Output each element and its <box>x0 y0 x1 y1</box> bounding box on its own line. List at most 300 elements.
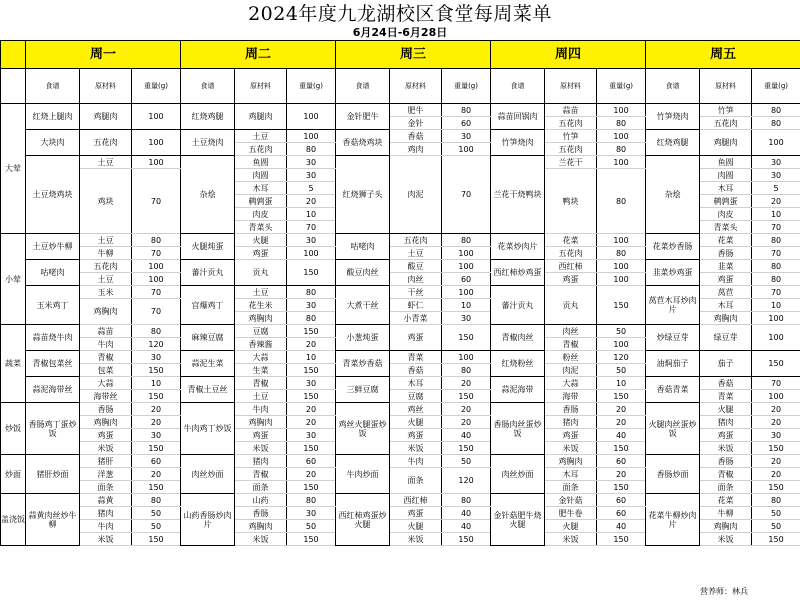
ingredient-weight: 100 <box>287 130 336 143</box>
ingredient-weight: 100 <box>752 312 800 325</box>
ingredient-weight: 30 <box>752 169 800 182</box>
ingredient-name: 鸡块 <box>80 169 132 234</box>
ingredient-weight: 80 <box>752 273 800 286</box>
ingredient-weight: 80 <box>752 234 800 247</box>
dish-name: 土豆烧鸡块 <box>26 156 80 234</box>
ingredient-name: 香肠 <box>700 247 752 260</box>
ingredient-weight: 30 <box>287 299 336 312</box>
ingredient-name: 牛肉 <box>390 455 442 468</box>
ingredient-name: 五花肉 <box>390 234 442 247</box>
menu-row <box>1 455 800 468</box>
ingredient-weight: 80 <box>597 247 646 260</box>
ingredient-name: 鸡胸肉 <box>700 312 752 325</box>
ingredient-weight: 100 <box>597 156 646 169</box>
ingredient-weight: 30 <box>287 169 336 182</box>
dish-name: 肉丝炒面 <box>491 455 545 494</box>
dish-name: 红烧鸡腿 <box>646 130 700 156</box>
menu-table-body <box>1 41 800 546</box>
ingredient-name: 贡丸 <box>235 260 287 286</box>
ingredient-name: 米饭 <box>235 533 287 546</box>
ingredient-weight: 50 <box>752 507 800 520</box>
ingredient-weight: 20 <box>287 416 336 429</box>
ingredient-weight: 80 <box>597 169 646 234</box>
dish-name: 西红柿炒鸡蛋 <box>491 260 545 286</box>
ingredient-name: 花生米 <box>235 299 287 312</box>
ingredient-name: 鱼圆 <box>700 156 752 169</box>
column-header-ingredient: 原材料 <box>80 69 132 104</box>
dish-name: 牛肉炒面 <box>336 455 390 494</box>
day-header: 周四 <box>491 41 646 69</box>
ingredient-weight: 20 <box>597 416 646 429</box>
ingredient-weight: 50 <box>597 364 646 377</box>
ingredient-name: 牛肉 <box>235 403 287 416</box>
column-header-weight: 重量(g) <box>442 69 491 104</box>
dish-name: 土豆烧肉 <box>181 130 235 156</box>
ingredient-name: 米饭 <box>80 442 132 455</box>
dish-name: 酸豆肉丝 <box>336 260 390 286</box>
column-header-dish: 食谱 <box>26 69 80 104</box>
dish-name: 大块肉 <box>26 130 80 156</box>
dish-name: 蕃汁贡丸 <box>181 260 235 286</box>
ingredient-name: 鹌鹑蛋 <box>700 195 752 208</box>
ingredient-name: 香肠 <box>545 403 597 416</box>
ingredient-weight: 100 <box>442 260 491 273</box>
ingredient-weight: 70 <box>752 377 800 390</box>
ingredient-name: 花菜 <box>700 234 752 247</box>
ingredient-weight: 80 <box>442 494 491 507</box>
ingredient-name: 青椒 <box>545 338 597 351</box>
dish-name: 青菜炒香菇 <box>336 351 390 377</box>
ingredient-weight: 150 <box>597 390 646 403</box>
ingredient-name: 花菜 <box>545 234 597 247</box>
day-header: 周三 <box>336 41 491 69</box>
column-header-weight: 重量(g) <box>597 69 646 104</box>
ingredient-name: 土豆 <box>235 390 287 403</box>
ingredient-weight: 10 <box>752 208 800 221</box>
dish-name: 花菜炒香肠 <box>646 234 700 260</box>
ingredient-name: 粉丝 <box>545 351 597 364</box>
ingredient-weight: 20 <box>752 455 800 468</box>
ingredient-name: 猪肉 <box>545 416 597 429</box>
ingredient-name: 火腿 <box>390 520 442 533</box>
ingredient-weight: 60 <box>287 455 336 468</box>
ingredient-name: 鹌鹑蛋 <box>235 195 287 208</box>
ingredient-weight: 20 <box>442 416 491 429</box>
ingredient-name: 鸡胸肉 <box>545 455 597 468</box>
ingredient-name: 青椒 <box>235 468 287 481</box>
ingredient-weight: 30 <box>287 156 336 169</box>
ingredient-name: 木耳 <box>700 182 752 195</box>
ingredient-weight: 150 <box>132 533 181 546</box>
dish-name: 牛肉鸡丁炒饭 <box>181 403 235 455</box>
ingredient-weight: 30 <box>287 234 336 247</box>
dish-name: 香肠鸡丁蛋炒饭 <box>26 403 80 455</box>
ingredient-name: 小青菜 <box>390 312 442 325</box>
ingredient-weight: 70 <box>752 221 800 234</box>
ingredient-weight: 60 <box>597 507 646 520</box>
ingredient-name: 米饭 <box>390 442 442 455</box>
column-header-ingredient: 原材料 <box>390 69 442 104</box>
ingredient-name: 五花肉 <box>80 260 132 273</box>
category-label: 盖浇饭 <box>1 494 26 546</box>
ingredient-name: 鸡蛋 <box>700 429 752 442</box>
ingredient-name: 鸡胸肉 <box>700 520 752 533</box>
category-label: 大荤 <box>1 104 26 234</box>
ingredient-weight: 10 <box>132 377 181 390</box>
dish-name: 香菇青菜 <box>646 377 700 403</box>
menu-table <box>0 40 800 546</box>
ingredient-name: 猪肉 <box>700 416 752 429</box>
ingredient-weight: 150 <box>442 442 491 455</box>
ingredient-weight: 100 <box>597 338 646 351</box>
ingredient-weight: 5 <box>287 182 336 195</box>
ingredient-weight: 150 <box>752 533 800 546</box>
ingredient-name: 大蒜 <box>545 377 597 390</box>
dish-name: 玉米鸡丁 <box>26 286 80 325</box>
dish-name: 蒜泥生菜 <box>181 351 235 377</box>
ingredient-weight: 70 <box>132 169 181 234</box>
dish-name: 咕咾肉 <box>26 260 80 286</box>
ingredient-weight: 30 <box>752 156 800 169</box>
ingredient-name: 鸡腿肉 <box>80 104 132 130</box>
dish-name: 鸡丝火腿蛋炒饭 <box>336 403 390 455</box>
ingredient-name: 青椒 <box>235 377 287 390</box>
ingredient-weight: 100 <box>132 273 181 286</box>
ingredient-name: 土豆 <box>235 286 287 299</box>
column-header-row <box>1 69 800 104</box>
ingredient-name: 玉米 <box>80 286 132 299</box>
ingredient-weight: 150 <box>597 481 646 494</box>
ingredient-weight: 100 <box>597 273 646 286</box>
ingredient-weight: 10 <box>752 299 800 312</box>
ingredient-weight: 150 <box>597 442 646 455</box>
date-range: 6月24日-6月28日 <box>352 26 448 39</box>
ingredient-weight: 80 <box>597 117 646 130</box>
dish-name: 肉丝炒面 <box>181 455 235 494</box>
ingredient-name: 肉皮 <box>235 208 287 221</box>
ingredient-name: 大蒜 <box>235 351 287 364</box>
ingredient-weight: 70 <box>132 299 181 325</box>
ingredient-name: 包菜 <box>80 364 132 377</box>
ingredient-weight: 20 <box>287 195 336 208</box>
ingredient-name: 鸡蛋 <box>390 507 442 520</box>
ingredient-name: 土豆 <box>80 273 132 286</box>
ingredient-weight: 30 <box>287 507 336 520</box>
ingredient-weight: 20 <box>597 468 646 481</box>
ingredient-name: 五花肉 <box>700 117 752 130</box>
dish-name: 火腿炖蛋 <box>181 234 235 260</box>
ingredient-name: 干丝 <box>390 286 442 299</box>
column-header-ingredient: 原材料 <box>700 69 752 104</box>
dish-name: 花菜牛柳炒肉片 <box>646 494 700 546</box>
ingredient-name: 肉皮 <box>700 208 752 221</box>
ingredient-weight: 150 <box>287 481 336 494</box>
ingredient-name: 火腿 <box>700 403 752 416</box>
ingredient-weight: 40 <box>442 429 491 442</box>
ingredient-name: 土豆 <box>235 130 287 143</box>
ingredient-name: 山药 <box>235 494 287 507</box>
ingredient-name: 面条 <box>80 481 132 494</box>
ingredient-name: 面条 <box>390 468 442 494</box>
ingredient-weight: 100 <box>752 130 800 156</box>
ingredient-name: 木耳 <box>235 182 287 195</box>
ingredient-name: 虾仁 <box>390 299 442 312</box>
dish-name: 红烧狮子头 <box>336 156 390 234</box>
ingredient-weight: 150 <box>597 533 646 546</box>
menu-row <box>1 130 800 143</box>
ingredient-name: 兰花干 <box>545 156 597 169</box>
category-label: 炒面 <box>1 455 26 494</box>
ingredient-weight: 150 <box>287 390 336 403</box>
ingredient-weight: 60 <box>597 494 646 507</box>
ingredient-name: 西红柿 <box>390 494 442 507</box>
ingredient-name: 米饭 <box>390 533 442 546</box>
menu-row <box>1 351 800 364</box>
ingredient-weight: 60 <box>597 455 646 468</box>
ingredient-name: 豆腐 <box>390 390 442 403</box>
column-header-ingredient: 原材料 <box>235 69 287 104</box>
dish-name: 青椒肉丝 <box>491 325 545 351</box>
ingredient-name: 香肠 <box>235 507 287 520</box>
ingredient-weight: 150 <box>752 351 800 377</box>
ingredient-name: 五花肉 <box>545 143 597 156</box>
day-header: 周二 <box>181 41 336 69</box>
ingredient-name: 鸡胸肉 <box>80 416 132 429</box>
ingredient-name: 青椒 <box>700 468 752 481</box>
column-header-dish: 食谱 <box>646 69 700 104</box>
ingredient-name: 绿豆芽 <box>700 325 752 351</box>
ingredient-weight: 100 <box>132 156 181 169</box>
dish-name: 大煮干丝 <box>336 286 390 325</box>
ingredient-weight: 20 <box>132 416 181 429</box>
ingredient-name: 五花肉 <box>235 143 287 156</box>
ingredient-name: 鸡蛋 <box>700 273 752 286</box>
ingredient-weight: 10 <box>287 208 336 221</box>
ingredient-weight: 40 <box>597 429 646 442</box>
ingredient-name: 木耳 <box>700 299 752 312</box>
ingredient-name: 竹笋 <box>700 104 752 117</box>
ingredient-name: 青菜头 <box>700 221 752 234</box>
dish-name: 土豆炒牛柳 <box>26 234 80 260</box>
ingredient-weight: 150 <box>287 325 336 338</box>
dish-name: 蒜苗烧牛肉 <box>26 325 80 351</box>
ingredient-weight: 100 <box>442 286 491 299</box>
ingredient-weight: 150 <box>287 533 336 546</box>
ingredient-name: 鸡腿肉 <box>235 104 287 130</box>
ingredient-weight: 150 <box>442 325 491 351</box>
dish-name: 小葱炖蛋 <box>336 325 390 351</box>
ingredient-name: 牛肉 <box>80 338 132 351</box>
menu-row <box>1 325 800 338</box>
ingredient-weight: 150 <box>132 442 181 455</box>
ingredient-name: 鸡蛋 <box>390 429 442 442</box>
ingredient-weight: 40 <box>442 520 491 533</box>
dish-name: 蒜泥海带丝 <box>26 377 80 403</box>
ingredient-weight: 60 <box>442 273 491 286</box>
ingredient-weight: 80 <box>442 234 491 247</box>
category-label: 炒饭 <box>1 403 26 455</box>
ingredient-weight: 150 <box>287 364 336 377</box>
ingredient-weight: 50 <box>132 520 181 533</box>
dish-name: 香肠肉丝蛋炒饭 <box>491 403 545 455</box>
ingredient-name: 土豆 <box>80 156 132 169</box>
dish-name: 猪肝炒面 <box>26 455 80 494</box>
ingredient-name: 火腿 <box>235 234 287 247</box>
dish-name: 青椒包菜丝 <box>26 351 80 377</box>
ingredient-name: 米饭 <box>235 442 287 455</box>
ingredient-name: 鸡腿肉 <box>700 130 752 156</box>
ingredient-weight: 150 <box>287 260 336 286</box>
ingredient-weight: 80 <box>132 234 181 247</box>
ingredient-name: 蒜苗 <box>80 325 132 338</box>
ingredient-name: 茄子 <box>700 351 752 377</box>
ingredient-name: 木耳 <box>390 377 442 390</box>
ingredient-weight: 60 <box>132 455 181 468</box>
ingredient-weight: 20 <box>287 468 336 481</box>
ingredient-weight: 30 <box>752 429 800 442</box>
category-label: 蔬菜 <box>1 325 26 403</box>
ingredient-name: 鸡胸肉 <box>80 299 132 325</box>
ingredient-weight: 100 <box>287 247 336 260</box>
ingredient-name: 西红柿 <box>545 260 597 273</box>
ingredient-weight: 100 <box>597 104 646 117</box>
corner-cell <box>1 41 26 69</box>
ingredient-weight: 20 <box>752 403 800 416</box>
ingredient-weight: 70 <box>442 156 491 234</box>
ingredient-name: 土豆 <box>390 247 442 260</box>
ingredient-name: 豆腐 <box>235 325 287 338</box>
ingredient-name: 牛肉 <box>80 520 132 533</box>
ingredient-name: 土豆 <box>80 234 132 247</box>
ingredient-name: 木耳 <box>545 468 597 481</box>
dish-name: 三鲜豆腐 <box>336 377 390 403</box>
ingredient-weight: 100 <box>132 260 181 273</box>
ingredient-name: 鸡肉 <box>390 143 442 156</box>
dish-name: 花菜炒肉片 <box>491 234 545 260</box>
ingredient-weight: 20 <box>287 403 336 416</box>
dish-name: 韭菜炒鸡蛋 <box>646 260 700 286</box>
dish-name: 竹笋烧肉 <box>646 104 700 130</box>
column-header-dish: 食谱 <box>336 69 390 104</box>
menu-row <box>1 494 800 507</box>
ingredient-name: 金针 <box>390 117 442 130</box>
ingredient-weight: 80 <box>287 312 336 325</box>
column-header-weight: 重量(g) <box>132 69 181 104</box>
ingredient-weight: 100 <box>597 260 646 273</box>
day-header-row <box>1 41 800 69</box>
dish-name: 香菇烧鸡块 <box>336 130 390 156</box>
ingredient-weight: 120 <box>442 468 491 494</box>
ingredient-weight: 150 <box>752 442 800 455</box>
ingredient-name: 面条 <box>545 481 597 494</box>
ingredient-name: 金针菇 <box>545 494 597 507</box>
dish-name: 红烧鸡腿 <box>181 104 235 130</box>
ingredient-name: 肥牛卷 <box>545 507 597 520</box>
ingredient-weight: 50 <box>752 520 800 533</box>
ingredient-name: 青椒 <box>80 351 132 364</box>
ingredient-weight: 80 <box>442 104 491 117</box>
ingredient-weight: 80 <box>287 494 336 507</box>
dish-name: 咕咾肉 <box>336 234 390 260</box>
dish-name: 油焖茄子 <box>646 351 700 377</box>
ingredient-name: 鸡蛋 <box>235 247 287 260</box>
ingredient-weight: 80 <box>597 143 646 156</box>
ingredient-weight: 5 <box>752 182 800 195</box>
ingredient-weight: 100 <box>132 130 181 156</box>
ingredient-weight: 30 <box>287 377 336 390</box>
ingredient-weight: 80 <box>752 104 800 117</box>
dish-name: 山药香肠炒肉片 <box>181 494 235 546</box>
ingredient-name: 香菇 <box>700 377 752 390</box>
ingredient-name: 肉泥 <box>545 364 597 377</box>
ingredient-name: 米饭 <box>80 533 132 546</box>
dish-name: 红烧上腿肉 <box>26 104 80 130</box>
ingredient-name: 香菇 <box>390 364 442 377</box>
ingredient-weight: 20 <box>597 403 646 416</box>
ingredient-name: 生菜 <box>235 364 287 377</box>
dish-name: 杂烩 <box>181 156 235 234</box>
ingredient-name: 米饭 <box>545 442 597 455</box>
ingredient-weight: 20 <box>752 468 800 481</box>
dish-name: 炒绿豆芽 <box>646 325 700 351</box>
ingredient-weight: 10 <box>597 377 646 390</box>
ingredient-weight: 20 <box>752 195 800 208</box>
ingredient-weight: 70 <box>752 247 800 260</box>
ingredient-name: 鸡蛋 <box>390 325 442 351</box>
ingredient-weight: 100 <box>442 247 491 260</box>
ingredient-weight: 100 <box>442 351 491 364</box>
ingredient-name: 莴苣 <box>700 286 752 299</box>
ingredient-name: 鱼圆 <box>235 156 287 169</box>
ingredient-weight: 120 <box>597 351 646 364</box>
dietitian-signature: 营养师：林兵 <box>700 587 748 596</box>
ingredient-name: 面条 <box>700 481 752 494</box>
menu-row <box>1 234 800 247</box>
day-header: 周五 <box>646 41 800 69</box>
ingredient-weight: 150 <box>132 481 181 494</box>
ingredient-name: 香肠 <box>700 455 752 468</box>
ingredient-name: 牛柳 <box>700 507 752 520</box>
ingredient-name: 蒜苗 <box>545 104 597 117</box>
ingredient-name: 鸡胸肉 <box>235 416 287 429</box>
ingredient-weight: 100 <box>752 325 800 351</box>
day-header: 周一 <box>26 41 181 69</box>
dish-name: 蕃汁贡丸 <box>491 286 545 325</box>
ingredient-weight: 30 <box>442 130 491 143</box>
ingredient-name: 鸡胸肉 <box>235 520 287 533</box>
dish-name: 西红柿鸡蛋炒火腿 <box>336 494 390 546</box>
ingredient-weight: 30 <box>287 429 336 442</box>
menu-row <box>1 377 800 390</box>
ingredient-weight: 40 <box>597 520 646 533</box>
ingredient-name: 米饭 <box>545 533 597 546</box>
ingredient-weight: 80 <box>287 286 336 299</box>
ingredient-name: 青菜 <box>390 351 442 364</box>
ingredient-name: 五花肉 <box>545 247 597 260</box>
ingredient-name: 猪肉 <box>235 455 287 468</box>
ingredient-weight: 20 <box>752 416 800 429</box>
ingredient-weight: 150 <box>287 442 336 455</box>
ingredient-name: 竹笋 <box>545 130 597 143</box>
ingredient-name: 米饭 <box>700 442 752 455</box>
column-header-ingredient: 原材料 <box>545 69 597 104</box>
ingredient-name: 肥牛 <box>390 104 442 117</box>
ingredient-weight: 80 <box>132 325 181 338</box>
ingredient-name: 火腿 <box>390 416 442 429</box>
ingredient-weight: 150 <box>752 481 800 494</box>
ingredient-weight: 150 <box>132 364 181 377</box>
ingredient-name: 五花肉 <box>80 130 132 156</box>
